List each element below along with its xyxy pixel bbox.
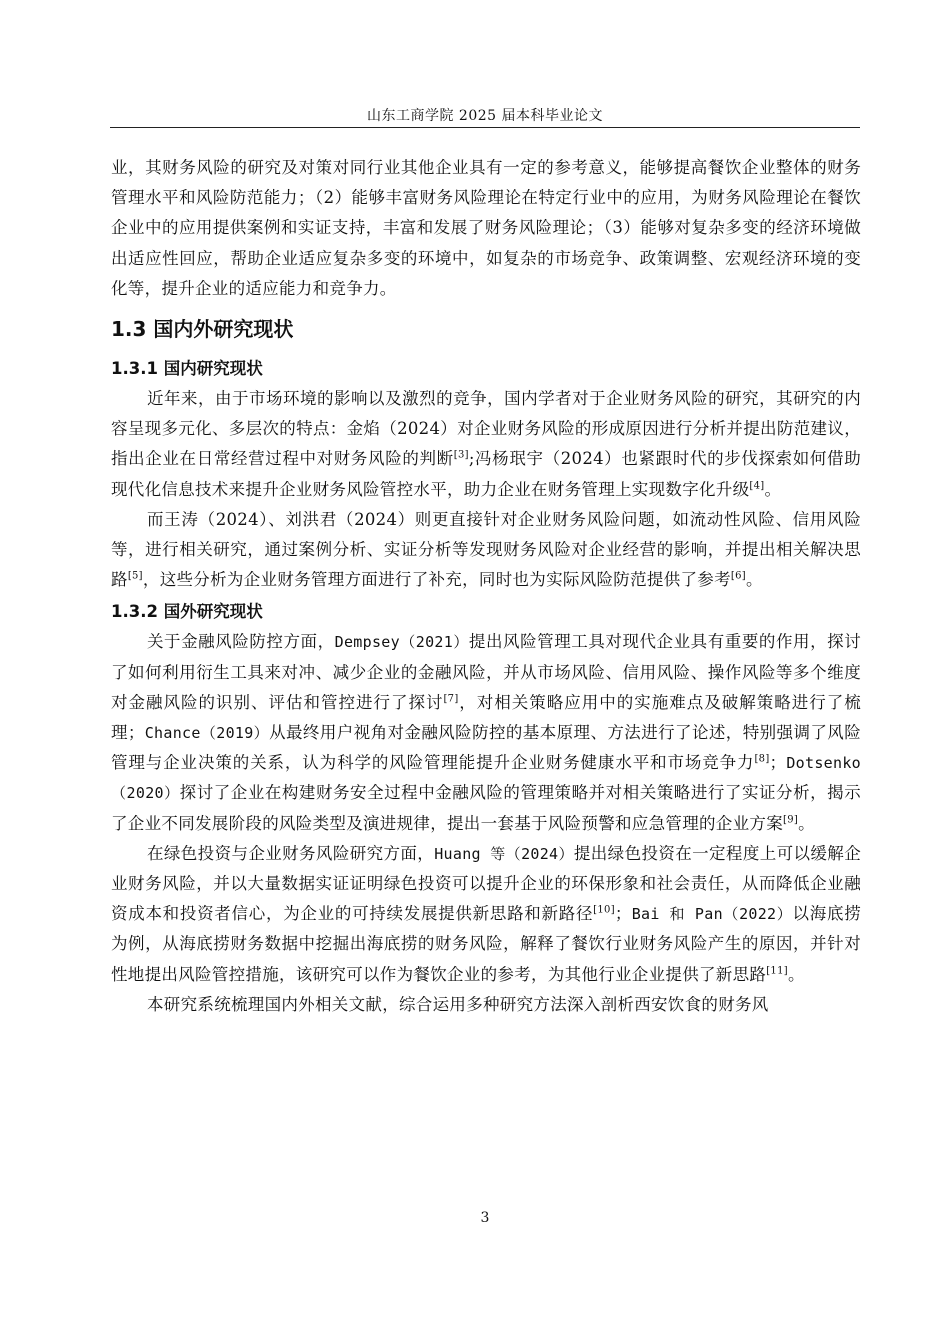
author-citation: Bai 和 Pan（2022） bbox=[631, 905, 793, 924]
author-citation: Dempsey（2021） bbox=[334, 633, 469, 652]
text-run: ;冯杨珉宇（2024）也紧跟时代的步伐探索如何借助现代化信息技术来提升企业财务风险管控水平，助力企业在财务管理上实现数字化升级 bbox=[111, 449, 861, 499]
text-run: 关于金融风险防控方面， bbox=[147, 632, 335, 652]
citation: [3] bbox=[453, 449, 469, 461]
subsection-heading-1-3-2: 1.3.2 国外研究现状 bbox=[111, 602, 263, 622]
author-citation: Huang 等（2024） bbox=[434, 844, 574, 863]
author-citation: Chance（2019） bbox=[144, 724, 270, 743]
text-run: 以海底捞为例，从海底捞财务数据中挖掘出海底捞的财务风险，解释了餐饮行业财务风险产生的原因，并针对性地提出风险管控措施，该研究可以作为餐饮企业的参考，为其他行业企业提供了新思路 bbox=[111, 904, 861, 984]
text-run: ； bbox=[769, 753, 787, 773]
text-run: 而王涛（2024）、刘洪君（2024）则更直接针对企业财务风险问题，如流动性风险、信用风险等，进行相关研究，通过案例分析、实证分析等发现财务风险对企业经营的影响，并提出相关解决思路 bbox=[111, 509, 861, 590]
citation: [11] bbox=[766, 965, 788, 977]
text-run: ； bbox=[614, 904, 632, 924]
subsection-heading-1-3-1: 1.3.1 国内研究现状 bbox=[111, 359, 263, 379]
text-run: ，这些分析为企业财务管理方面进行了补充，同时也为实际风险防范提供了参考 bbox=[142, 570, 731, 590]
text-run: 探讨了企业在构建财务安全过程中金融风险的管理策略并对相关策略进行了实证分析，揭示了企业不同发展阶段的风险类型及演进规律，提出一套基于风险预警和应急管理的企业方案 bbox=[111, 783, 861, 833]
domestic-paragraph-2 bbox=[111, 505, 861, 596]
citation: [8] bbox=[754, 753, 770, 765]
page-body bbox=[111, 153, 861, 1020]
text-run: 在绿色投资与企业财务风险研究方面， bbox=[147, 843, 435, 863]
text-run: 近年来，由于市场环境的影响以及激烈的竞争，国内学者对于企业财务风险的研究，其研究的内容呈现多元化、多层次的特点：金焰（2024）对企业财务风险的形成原因进行分析并提出防范建议，指出企业在日常经营过程中对财务风险的判断 bbox=[111, 389, 861, 469]
summary-paragraph: 本研究系统梳理国内外相关文献，综合运用多种研究方法深入剖析西安饮食的财务风 bbox=[147, 994, 769, 1014]
page-header: 山东工商学院 2025 届本科毕业论文 bbox=[366, 108, 604, 124]
text-run: 。 bbox=[787, 964, 805, 984]
foreign-paragraph-2 bbox=[111, 839, 861, 990]
citation: [4] bbox=[749, 480, 765, 492]
section-heading-1-3: 1.3 国内外研究现状 bbox=[111, 317, 294, 342]
text-run: 。 bbox=[798, 813, 815, 833]
citation: [9] bbox=[783, 814, 799, 826]
text-run: 提出风险管理工具对现代企业具有重要的作用，探讨了如何利用衍生工具来对冲、减少企业的金融风险，并从市场风险、信用风险、操作风险等多个维度对金融风险的识别、评估和管控进行了探讨 bbox=[111, 632, 861, 712]
foreign-paragraph-1 bbox=[111, 627, 861, 838]
intro-paragraph: 业，其财务风险的研究及对策对同行业其他企业具有一定的参考意义，能够提高餐饮企业整体的财务管理水平和风险防范能力；（2）能够丰富财务风险理论在特定行业中的应用，为财务风险理论在餐饮企业中的应用提供案例和实证支持，丰富和发展了财务风险理论；（3）能够对复杂多变的经济环境做出适应性回应，帮助企业适应复杂多变的环境中，如复杂的市场竞争、政策调整、宏观经济环境的变化等，提升企业的适应能力和竞争力。 bbox=[111, 158, 861, 298]
citation: [5] bbox=[127, 570, 143, 582]
text-run: ，对相关策略应用中的实施难点及破解策略进行了梳理； bbox=[111, 692, 861, 743]
text-run: 从最终用户视角对金融风险防控的基本原理、方法进行了论述，特别强调了风险管理与企业决策的关系，认为科学的风险管理能提升企业财务健康水平和市场竞争力 bbox=[111, 723, 861, 773]
page-number: 3 bbox=[480, 1210, 490, 1226]
text-run: 。 bbox=[764, 479, 782, 499]
text-run: 。 bbox=[745, 570, 763, 590]
author-citation: Dotsenko（2020） bbox=[111, 754, 861, 803]
domestic-paragraph-1 bbox=[111, 384, 861, 505]
citation: [6] bbox=[730, 570, 746, 582]
text-run: 提出绿色投资在一定程度上可以缓解企业财务风险，并以大量数据实证证明绿色投资可以提升企业的环保形象和社会责任，从而降低企业融资成本和投资者信心，为企业的可持续发展提供新思路和新路径 bbox=[111, 843, 861, 924]
citation: [7] bbox=[443, 693, 459, 705]
header-rule bbox=[110, 127, 860, 128]
citation: [10] bbox=[593, 904, 615, 916]
